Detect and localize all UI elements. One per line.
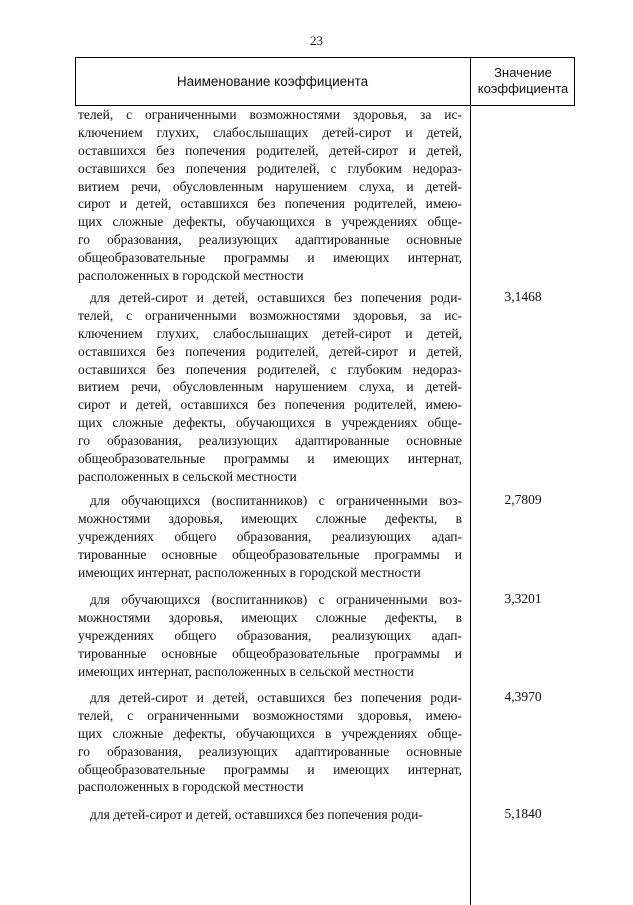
text-line: оставшихся без попечения родителей, детей-сирот и детей, <box>78 343 462 359</box>
coefficient-table <box>75 57 575 905</box>
header-value-line1: Значение <box>494 65 552 80</box>
row-description <box>78 106 462 285</box>
text-line: оставшихся без попечения родителей, с глубоким недораз- <box>78 361 462 377</box>
text-line: расположенных в городской местности <box>78 268 304 284</box>
text-line: имеющих интернат, расположенных в сельской местности <box>78 663 414 679</box>
text-line: телей, с ограниченными возможностями здоровья, имею- <box>78 707 462 723</box>
text-line: телей, с ограниченными возможностями здоровья, за ис- <box>78 107 462 122</box>
text-line: можностями здоровья, имеющих сложные дефекты, в <box>78 609 462 625</box>
text-line: го образования, реализующих адаптированные основные <box>78 433 462 449</box>
text-line: для обучающихся (воспитанников) с ограниченными воз- <box>90 592 462 607</box>
text-line: имеющих интернат, расположенных в городской местности <box>78 564 421 580</box>
text-line: ключением глухих, слабослышащих детей-сирот и детей, <box>78 124 462 140</box>
text-line: для детей-сирот и детей, оставшихся без попечения роди- <box>90 807 423 822</box>
text-line: учреждениях общего образования, реализующих адап- <box>78 528 462 544</box>
row-description <box>78 689 462 796</box>
row-value: 5,1840 <box>504 806 542 821</box>
row-description <box>78 492 462 581</box>
text-line: для детей-сирот и детей, оставшихся без попечения роди- <box>90 290 462 305</box>
text-line: тированные основные общеобразовательные программы и <box>78 645 462 661</box>
text-line: щих сложные дефекты, обучающихся в учреждениях обще- <box>78 415 462 431</box>
text-line: щих сложные дефекты, обучающихся в учреждениях обще- <box>78 214 462 230</box>
row-description <box>78 289 462 486</box>
text-line: сирот и детей, оставшихся без попечения родителей, имею- <box>78 397 462 413</box>
row-value: 2,7809 <box>504 492 542 507</box>
text-line: для обучающихся (воспитанников) с ограниченными воз- <box>90 493 462 508</box>
text-line: телей, с ограниченными возможностями здоровья, за ис- <box>78 307 462 323</box>
text-line: общеобразовательные программы и имеющих интернат, <box>78 250 462 266</box>
header-coefficient-value <box>471 57 575 105</box>
text-line: щих сложные дефекты, обучающихся в учреждениях обще- <box>78 725 462 741</box>
text-line: тированные основные общеобразовательные программы и <box>78 546 462 562</box>
row-value: 3,3201 <box>504 591 542 606</box>
text-line: витием речи, обусловленным нарушением слуха, и детей- <box>78 379 462 395</box>
text-line: ключением глухих, слабослышащих детей-сирот и детей, <box>78 325 462 341</box>
header-value-line2: коэффициента <box>477 81 569 96</box>
text-line: сирот и детей, оставшихся без попечения родителей, имею- <box>78 196 462 212</box>
text-line: можностями здоровья, имеющих сложные дефекты, в <box>78 510 462 526</box>
text-line: оставшихся без попечения родителей, с глубоким недораз- <box>78 160 462 176</box>
text-line: оставшихся без попечения родителей, детей-сирот и детей, <box>78 142 462 158</box>
text-line: общеобразовательные программы и имеющих интернат, <box>78 761 462 777</box>
row-description <box>78 806 462 824</box>
text-line: для детей-сирот и детей, оставшихся без попечения роди- <box>90 690 462 705</box>
text-line: общеобразовательные программы и имеющих интернат, <box>78 451 462 467</box>
text-line: витием речи, обусловленным нарушением слуха, и детей- <box>78 178 462 194</box>
text-line: го образования, реализующих адаптированные основные <box>78 743 462 759</box>
row-value: 3,1468 <box>504 289 542 304</box>
text-line: учреждениях общего образования, реализующих адап- <box>78 627 462 643</box>
page-number: 23 <box>310 33 323 48</box>
text-line: расположенных в сельской местности <box>78 468 297 484</box>
column-divider <box>470 57 471 905</box>
row-value: 4,3970 <box>504 689 542 704</box>
text-line: расположенных в городской местности <box>78 779 304 795</box>
row-description <box>78 591 462 680</box>
text-line: го образования, реализующих адаптированные основные <box>78 232 462 248</box>
header-coefficient-name: Наименование коэффициента <box>176 73 369 89</box>
